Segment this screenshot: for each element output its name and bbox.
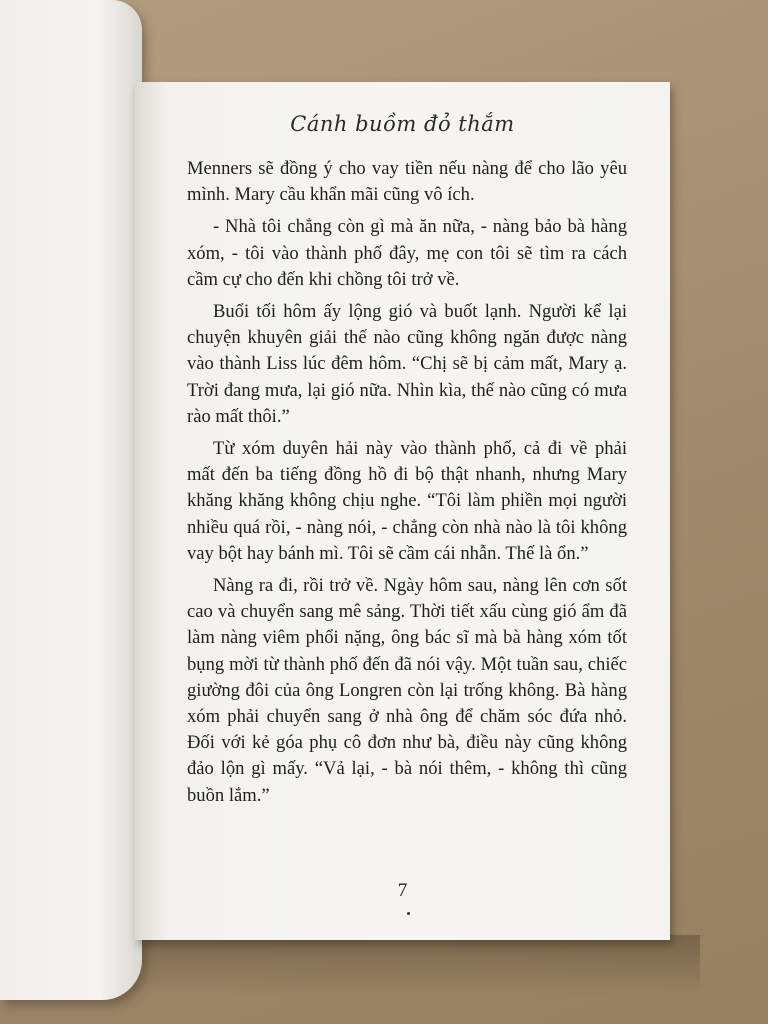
paragraph: Từ xóm duyên hải này vào thành phố, cả đi về phải mất đến ba tiếng đồng hồ đi bộ thật nhanh, nhưng Mary khăng khăng không chịu nghe. “Tôi làm phiền mọi người nhiều quá rồi, - nàng nói, - chẳng còn nhà nào là tôi không vay bột hay bánh mì. Tôi sẽ cầm cái nhẫn. Thế là ổn.”: [187, 438, 627, 564]
paragraph: Menners sẽ đồng ý cho vay tiền nếu nàng để cho lão yêu mình. Mary cầu khẩn mãi cũng vô ích.: [187, 158, 627, 206]
paragraph: Buổi tối hôm ấy lộng gió và buốt lạnh. Người kể lại chuyện khuyên giải thế nào cũng không ngăn được nàng vào thành Liss lúc đêm hôm. “Chị sẽ bị cảm mất, Mary ạ. Trời đang mưa, lại gió nữa. Nhìn kìa, thế nào cũng có mưa rào mất thôi.”: [187, 301, 627, 427]
page-number: 7: [397, 880, 408, 901]
running-title: Cánh buồm đỏ thắm: [290, 112, 515, 136]
left-page: [0, 0, 142, 1000]
paragraph: Nàng ra đi, rồi trở về. Ngày hôm sau, nàng lên cơn sốt cao và chuyển sang mê sảng. Thời tiết xấu cùng gió ẩm đã làm nàng viêm phổi nặng, ông bác sĩ mà bà hàng xóm tốt bụng mời từ thành phố đến đã nói vậy. Một tuần sau, chiếc giường đôi của ông Longren còn lại trống không. Bà hàng xóm phải chuyển sang ở nhà ông để chăm sóc đứa nhỏ. Đối với kẻ góa phụ cô đơn như bà, điều này cũng không đảo lộn gì mấy. “Vả lại, - bà nói thêm, - không thì cũng buồn lắm.”: [187, 575, 627, 806]
paragraph: - Nhà tôi chẳng còn gì mà ăn nữa, - nàng bảo bà hàng xóm, - tôi vào thành phố đây, mẹ con tôi sẽ tìm ra cách cầm cự cho đến khi chồng tôi trở về.: [187, 216, 627, 290]
page-dot: [407, 912, 410, 915]
right-page: [135, 82, 670, 940]
body-text: [187, 156, 627, 815]
